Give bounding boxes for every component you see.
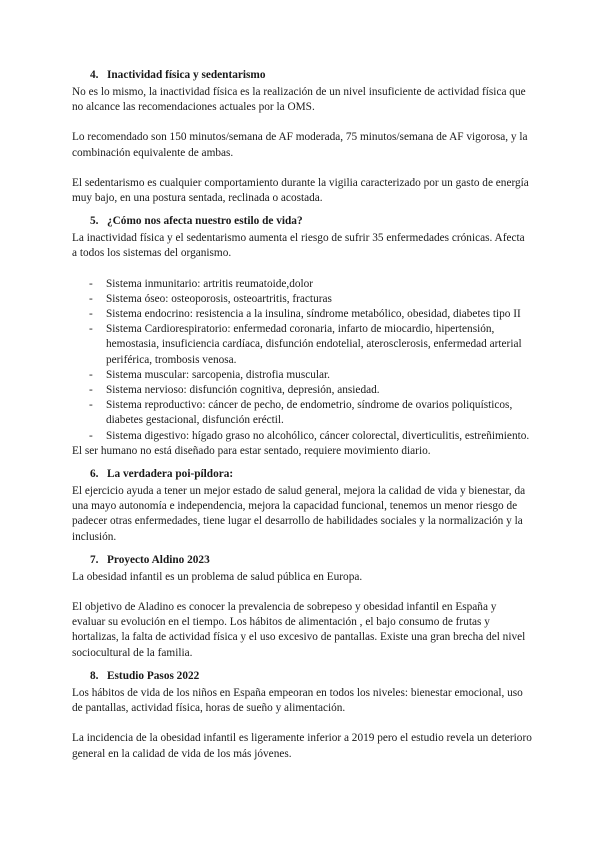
list-item: - Sistema digestivo: hígado graso no alcohólico, cáncer colorectal, diverticulitis, estreñimiento. — [72, 429, 532, 444]
list-item: - Sistema óseo: osteoporosis, osteoartritis, fracturas — [72, 292, 532, 307]
section-8 — [72, 669, 532, 762]
section-5 — [72, 214, 532, 459]
document-page — [72, 68, 532, 762]
list-item: - Sistema reproductivo: cáncer de pecho, de endometrio, síndrome de ovarios poliquísticos, diabetes gestacional, disfunción eréctil. — [72, 398, 532, 428]
section-number: 8. — [90, 669, 99, 682]
paragraph: Los hábitos de vida de los niños en España empeoran en todos los niveles: bienestar emocional, uso de pantallas, actividad física, horas de sueño y alimentación. — [72, 686, 523, 715]
list-item: - Sistema inmunitario: artritis reumatoide,dolor — [72, 277, 532, 292]
section-title: ¿Cómo nos afecta nuestro estilo de vida? — [107, 215, 303, 228]
paragraph: No es lo mismo, la inactividad física es la realización de un nivel insuficiente de actividad física que no alcance las recomendaciones actuales por la OMS. — [72, 86, 526, 114]
paragraph: El sedentarismo es cualquier comportamiento durante la vigilia caracterizado por un gasto de energía muy bajo, en una postura sentada, reclinada o acostada. — [72, 176, 529, 205]
section-title: Estudio Pasos 2022 — [107, 669, 200, 682]
section-heading — [90, 214, 532, 229]
section-heading — [90, 669, 532, 684]
list-item: - Sistema Cardiorespiratorio: enfermedad coronaria, infarto de miocardio, hipertensión, hemostasia, insuficiencia cardíaca, disfunción endotelial, aterosclerosis, enfermedad arterial periférica, trombosis venosa. — [72, 322, 532, 368]
section-title: Proyecto Aldino 2023 — [107, 553, 210, 566]
section-number: 7. — [90, 553, 99, 566]
paragraph: El objetivo de Aladino es conocer la prevalencia de sobrepeso y obesidad infantil en España y evaluar su evolución en el tiempo. Los hábitos de alimentación , el bajo consumo de frutas y hortalizas, la falta de actividad física y el uso excesivo de pantallas. Existe una gran brecha del nivel sociocultural de la familia. — [72, 601, 526, 659]
list-item: - Sistema muscular: sarcopenia, distrofia muscular. — [72, 368, 532, 383]
list-item: - Sistema endocrino: resistencia a la insulina, síndrome metabólico, obesidad, diabetes tipo II — [72, 307, 532, 322]
section-6 — [72, 467, 532, 545]
section-heading — [90, 553, 532, 568]
section-heading — [90, 467, 532, 482]
section-heading — [90, 68, 532, 83]
paragraph: La incidencia de la obesidad infantil es ligeramente inferior a 2019 pero el estudio revela un deterioro general en la calidad de vida de los más jóvenes. — [72, 732, 532, 760]
paragraph: La inactividad física y el sedentarismo aumenta el riesgo de sufrir 35 enfermedades crónicas. Afecta a todos los sistemas del organismo. — [72, 232, 525, 260]
section-title: Inactividad física y sedentarismo — [107, 69, 266, 81]
section-4 — [72, 68, 532, 206]
section-number: 5. — [90, 215, 99, 228]
section-title: La verdadera poi-píldora: — [107, 468, 234, 481]
section-number: 6. — [90, 468, 99, 481]
section-number: 4. — [90, 69, 99, 81]
paragraph: El ejercicio ayuda a tener un mejor estado de salud general, mejora la calidad de vida y bienestar, da una mayo autonomía e independencia, mejora la capacidad funcional, tenemos un menor riesgo de padecer otras enfermedades, tiene lugar el desarrollo de habilidades sociales y la normalización y la inclusión. — [72, 485, 526, 543]
paragraph: El ser humano no está diseñado para estar sentado, requiere movimiento diario. — [72, 444, 431, 457]
paragraph: La obesidad infantil es un problema de salud pública en Europa. — [72, 570, 363, 583]
paragraph: Lo recomendado son 150 minutos/semana de AF moderada, 75 minutos/semana de AF vigorosa, y la combinación equivalente de ambas. — [72, 131, 528, 159]
list-item: - Sistema nervioso: disfunción cognitiva, depresión, ansiedad. — [72, 383, 532, 398]
section-7 — [72, 553, 532, 661]
body-systems-list — [72, 277, 532, 444]
